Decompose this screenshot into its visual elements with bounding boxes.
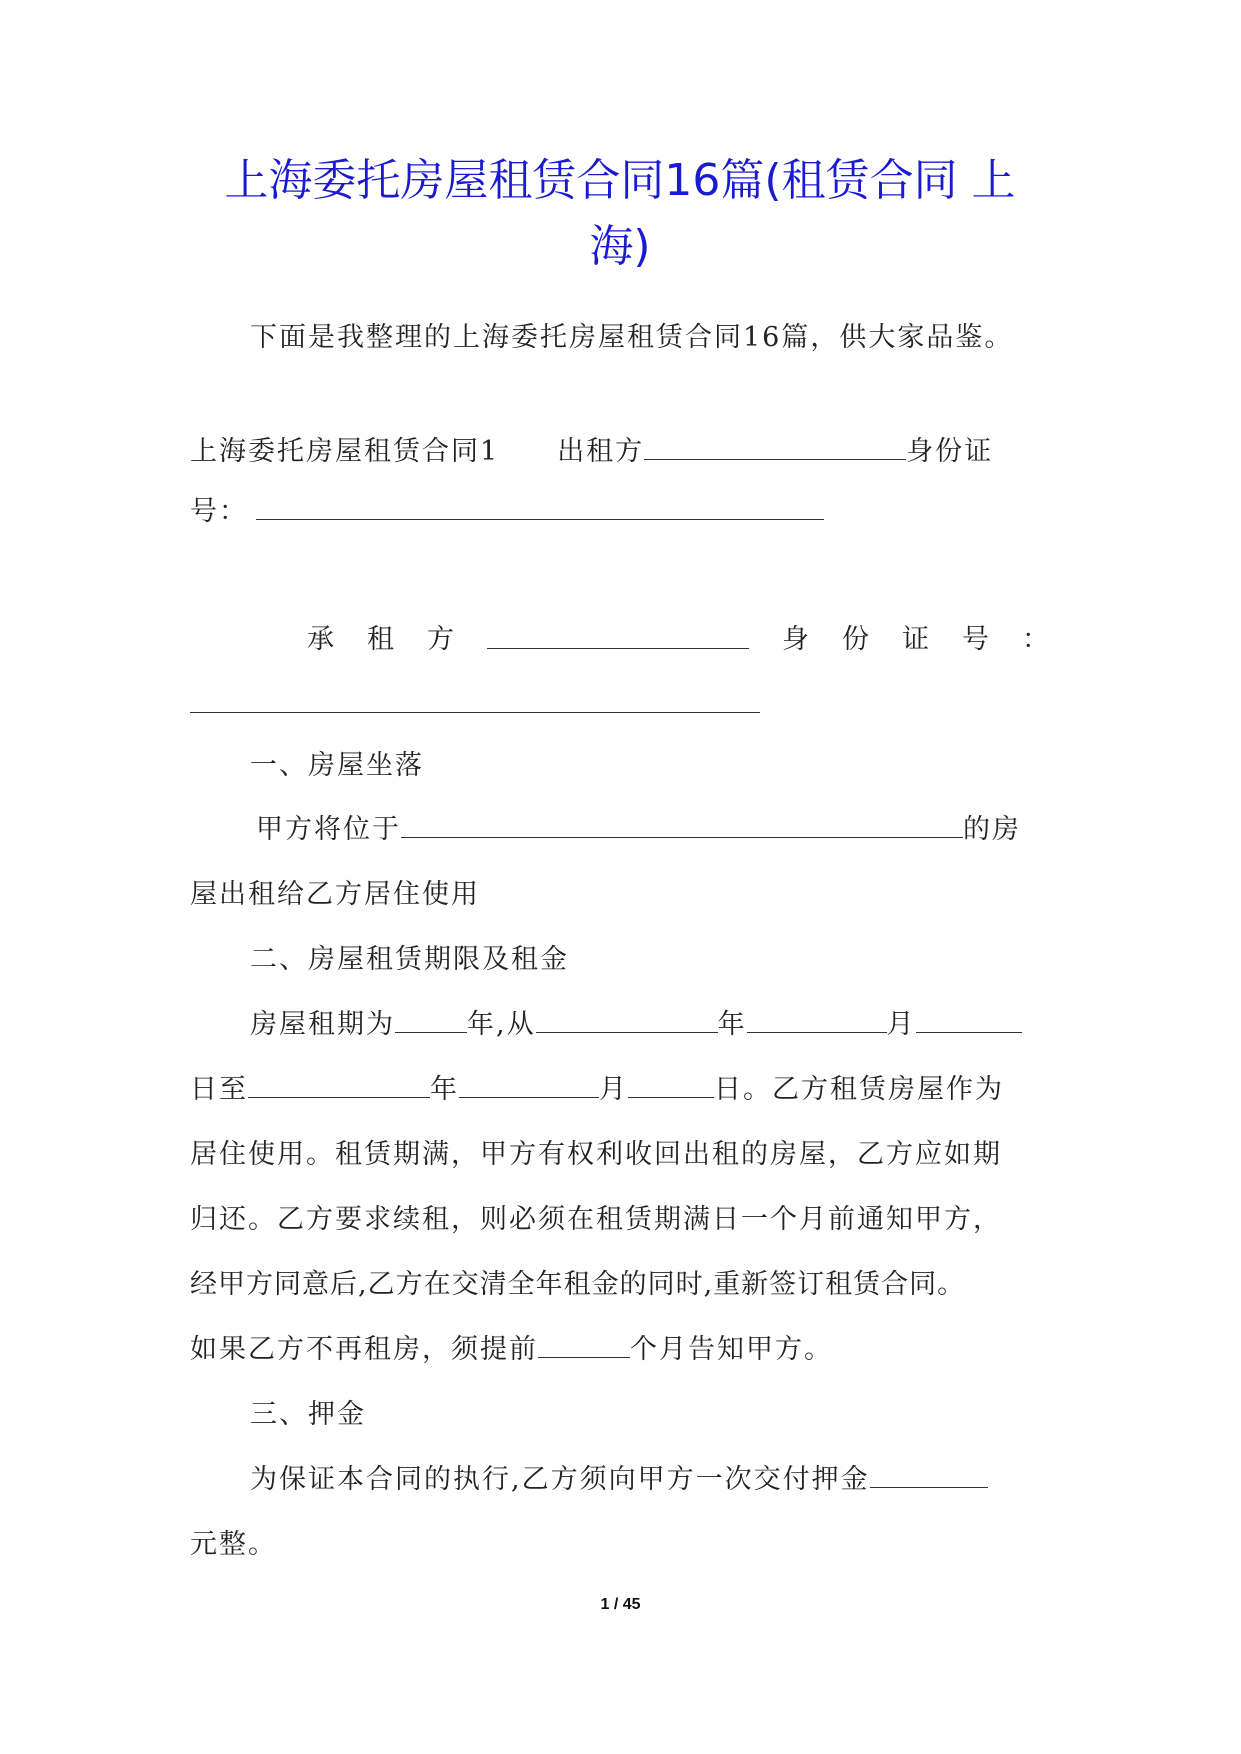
start-year-blank xyxy=(536,1006,718,1033)
lease-term-label: 房屋租期为 xyxy=(250,1009,395,1040)
from-label: 年,从 xyxy=(467,1009,536,1040)
id-number-line xyxy=(190,492,1050,532)
lessor-blank xyxy=(644,433,906,460)
section-2-line-3: 居住使用。租赁期满，甲方有权利收回出租的房屋，乙方应如期 xyxy=(190,1139,1002,1170)
section-1-text-a: 甲方将位于 xyxy=(256,814,401,845)
notice-text-b: 个月告知甲方。 xyxy=(630,1334,833,1365)
section-1-text-line-1 xyxy=(256,810,1116,850)
lessee-char-3: 方 xyxy=(427,624,454,655)
section-1-text-line-2: 屋出租给乙方居住使用 xyxy=(190,879,480,910)
title-line-1: 上海委托房屋租赁合同16篇(租赁合同 上 xyxy=(224,155,1016,206)
lessee-char-2: 租 xyxy=(367,624,394,655)
lessee-id-blank xyxy=(190,686,760,713)
lessee-blank xyxy=(487,622,749,649)
title-line-2: 海) xyxy=(589,221,651,272)
lessee-id-char-5: ： xyxy=(1022,624,1049,655)
lessor-id-blank xyxy=(256,493,824,520)
lessor-label: 出租方 xyxy=(557,436,645,467)
deposit-text: 为保证本合同的执行,乙方须向甲方一次交付押金 xyxy=(250,1464,870,1495)
contract-heading: 上海委托房屋租赁合同1 xyxy=(190,436,500,467)
id-label-b: 号： xyxy=(190,496,248,527)
lessee-char-1: 承 xyxy=(307,624,334,655)
id-label-a: 身份证 xyxy=(906,436,994,467)
end-year-label: 年 xyxy=(430,1074,459,1105)
end-day-text: 日。乙方租赁房屋作为 xyxy=(714,1074,1004,1105)
end-month-label: 月 xyxy=(599,1074,628,1105)
location-blank xyxy=(401,811,963,838)
section-3-line-1 xyxy=(250,1460,1110,1500)
lease-years-blank xyxy=(395,1006,467,1033)
section-2-line-6 xyxy=(190,1330,1050,1370)
start-month-blank xyxy=(747,1006,887,1033)
section-2-line-4: 归还。乙方要求续租，则必须在租赁期满日一个月前通知甲方， xyxy=(190,1204,1002,1235)
end-year-blank xyxy=(248,1071,430,1098)
section-2-line-1 xyxy=(250,1005,1110,1045)
section-3-line-2: 元整。 xyxy=(190,1529,277,1560)
lessee-id-char-1: 身 xyxy=(782,624,809,655)
lessee-id-char-2: 份 xyxy=(842,624,869,655)
start-day-blank xyxy=(916,1006,1022,1033)
intro-paragraph: 下面是我整理的上海委托房屋租赁合同16篇，供大家品鉴。 xyxy=(250,322,1014,353)
section-2-title: 二、房屋租赁期限及租金 xyxy=(250,944,569,975)
deposit-blank xyxy=(870,1461,988,1488)
end-month-blank xyxy=(459,1071,599,1098)
section-3-title: 三、押金 xyxy=(250,1399,366,1430)
lessee-id-char-3: 证 xyxy=(902,624,929,655)
page-indicator: 1 / 45 xyxy=(600,1596,641,1613)
section-1-text-b: 的房 xyxy=(963,814,1021,845)
notice-text-a: 如果乙方不再租房，须提前 xyxy=(190,1334,538,1365)
year-label: 年 xyxy=(717,1009,747,1040)
until-label: 日至 xyxy=(190,1074,248,1105)
contract-heading-line xyxy=(190,432,1050,472)
notice-months-blank xyxy=(538,1331,630,1358)
end-day-blank xyxy=(628,1071,714,1098)
lessee-id-char-4: 号 xyxy=(962,624,989,655)
section-1-title: 一、房屋坐落 xyxy=(250,750,424,781)
section-2-line-5: 经甲方同意后,乙方在交清全年租金的同时,重新签订租赁合同。 xyxy=(190,1269,966,1300)
section-2-line-2 xyxy=(190,1070,1050,1110)
month-label: 月 xyxy=(886,1009,916,1040)
document-title xyxy=(190,148,1050,280)
